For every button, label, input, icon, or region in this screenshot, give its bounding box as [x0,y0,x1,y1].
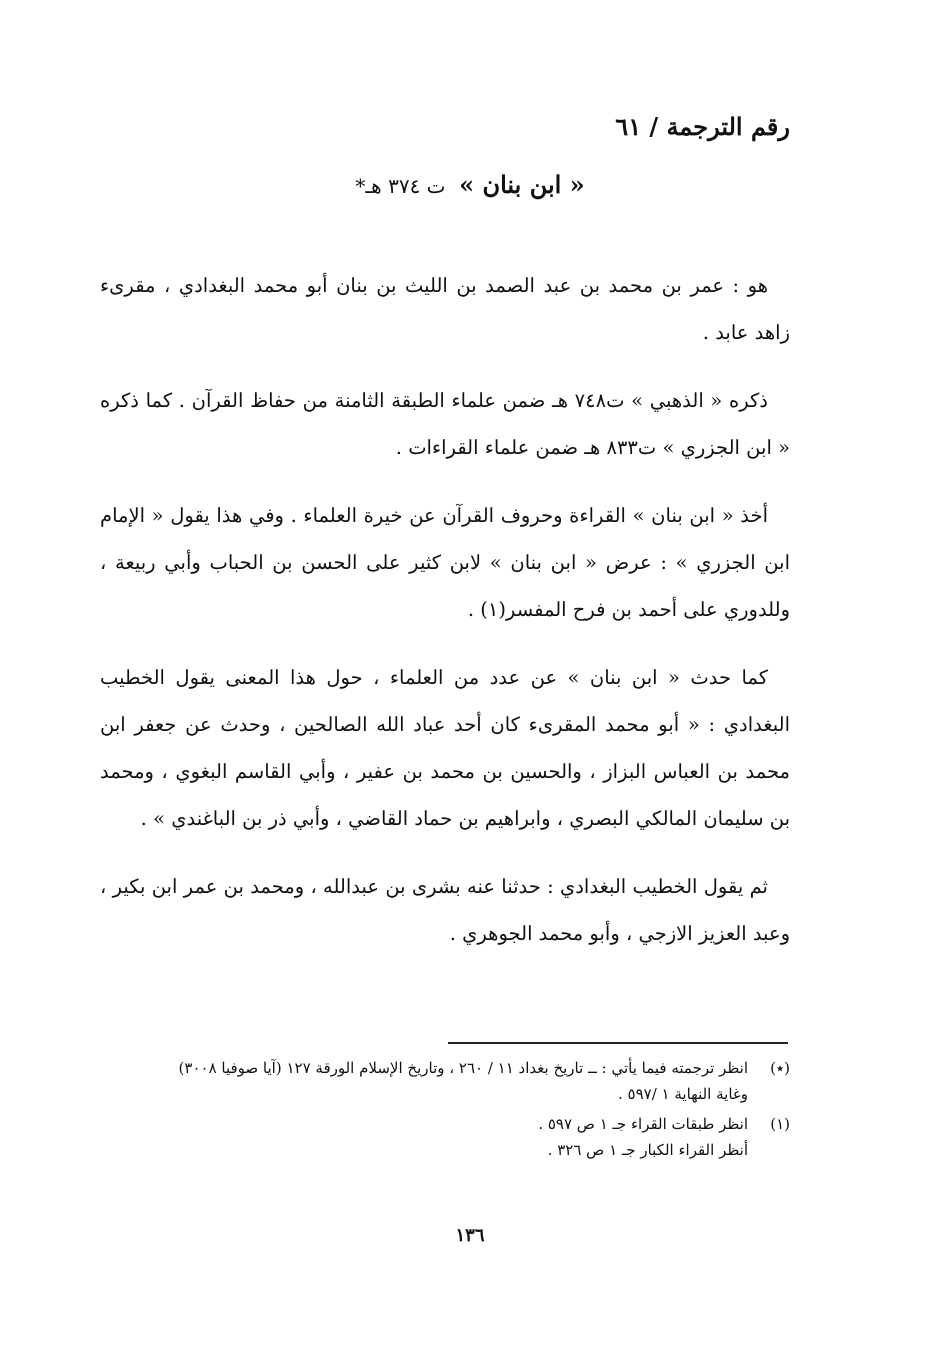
entry-number: رقم الترجمة / ٦١ [615,112,790,141]
page-number: ١٣٦ [455,1225,485,1246]
footnote-text [90,1111,748,1163]
footnote-text [90,1055,748,1107]
paragraph: كما حدث « ابن بنان » عن عدد من العلماء ، حول هذا المعنى يقول الخطيب البغدادي : « أبو محمد المقرىء كان أحد عباد الله الصالحين ، وحدث عن جعفر ابن محمد بن العباس البزاز ، والحسين بن محمد بن عفير ، وأبي القاسم البغوي ، ومحمد بن سليمان المالكي البصري ، وابراهيم بن حماد القاضي ، وأبي ذر بن الباغندي » . [100,666,790,830]
entry-title [0,170,940,199]
footnote-line: انظر ترجمته فيما يأتي : ــ تاريخ بغداد ١١ / ٢٦٠ ، وتاريخ الإسلام الورقة ١٢٧ (آيا صوفيا ٣٠٠٨) [178,1059,748,1077]
footnote [90,1055,790,1107]
paragraph: هو : عمر بن محمد بن عبد الصمد بن الليث بن بنان أبو محمد البغدادي ، مقرىء زاهد عابد . [100,274,790,344]
paragraph: أخذ « ابن بنان » القراءة وحروف القرآن عن خيرة العلماء . وفي هذا يقول « الإمام ابن الجزري » : عرض « ابن بنان » لابن كثير على الحسن بن الحباب وأبي ربيعة ، وللدوري على أحمد بن فرح المفسر(١) . [100,504,790,621]
footnote-line: أنظر القراء الكبار جـ ١ ص ٣٢٦ . [547,1141,748,1159]
paragraph: ذكره « الذهبي » ت٧٤٨ هـ ضمن علماء الطبقة الثامنة من حفاظ القرآن . كما ذكره « ابن الجزري » ت٨٣٣ هـ ضمن علماء القراءات . [100,389,790,459]
footnote-separator [448,1042,788,1044]
footnote [90,1111,790,1163]
death-date: ت ٣٧٤ هـ* [355,174,446,198]
footnotes [90,1055,790,1167]
footnote-line: انظر طبقات القراء جـ ١ ص ٥٩٧ . [538,1115,748,1133]
footnote-marker: (١) [770,1115,790,1133]
person-name: « ابن بنان » [459,170,585,199]
footnote-marker: (٭) [770,1059,790,1077]
footnote-line: وغاية النهاية ١ /٥٩٧ . [618,1085,748,1103]
biography-text [100,262,790,978]
paragraph: ثم يقول الخطيب البغدادي : حدثنا عنه بشرى بن عبدالله ، ومحمد بن عمر ابن بكير ، وعبد العزيز الازجي ، وأبو محمد الجوهري . [100,875,790,945]
